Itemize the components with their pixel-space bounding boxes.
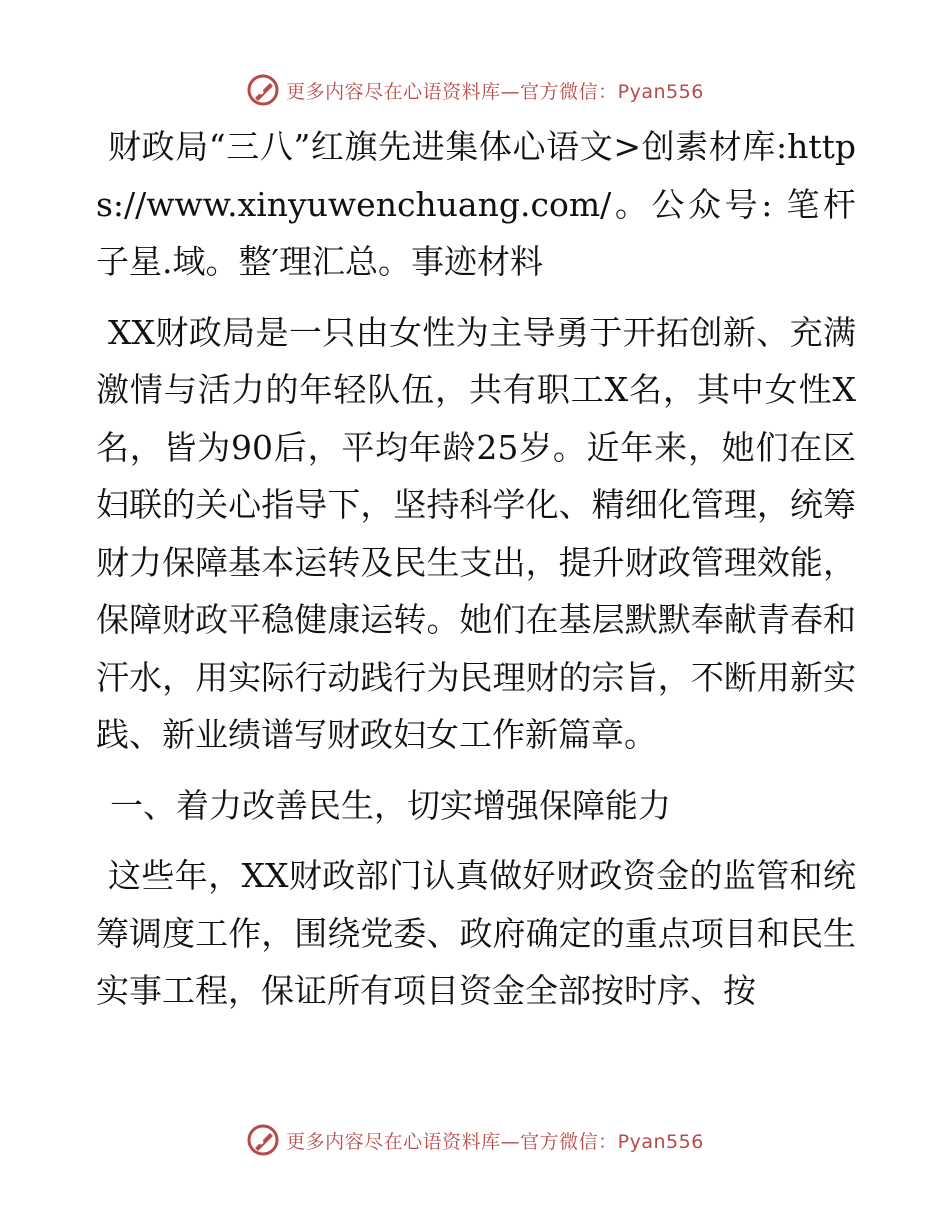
pen-logo-icon xyxy=(246,1123,280,1157)
document-body xyxy=(96,118,856,1033)
section-body-paragraph: 这些年，XX财政部门认真做好财政资金的监管和统筹调度工作，围绕党委、政府确定的重点项目和民生实事工程，保证所有项目资金全部按时序、按 xyxy=(96,856,856,1010)
title-paragraph: 财政局“三八”红旗先进集体心语文>创素材库:https://www.xinyuwenchuang.com/。公众号: 笔杆子星.域。整′理汇总。事迹材料 xyxy=(96,127,856,281)
watermark-text: 更多内容尽在心语资料库—官方微信：Pyan556 xyxy=(286,80,704,103)
intro-paragraph: XX财政局是一只由女性为主导勇于开拓创新、充满激情与活力的年轻队伍，共有职工X名，其中女性X名，皆为90后，平均年龄25岁。近年来，她们在区妇联的关心指导下，坚持科学化、精细化管理，统筹财力保障基本运转及民生支出，提升财政管理效能，保障财政平稳健康运转。她们在基层默默奉献青春和汗水，用实际行动践行为民理财的宗旨，不断用新实践、新业绩谱写财政妇女工作新篇章。 xyxy=(96,312,856,754)
pen-logo-icon xyxy=(246,73,280,107)
footer-watermark xyxy=(0,1120,950,1160)
watermark-text: 更多内容尽在心语资料库—官方微信：Pyan556 xyxy=(286,1130,704,1153)
section-heading: 一、着力改善民生，切实增强保障能力 xyxy=(110,785,671,825)
header-watermark xyxy=(0,70,950,110)
